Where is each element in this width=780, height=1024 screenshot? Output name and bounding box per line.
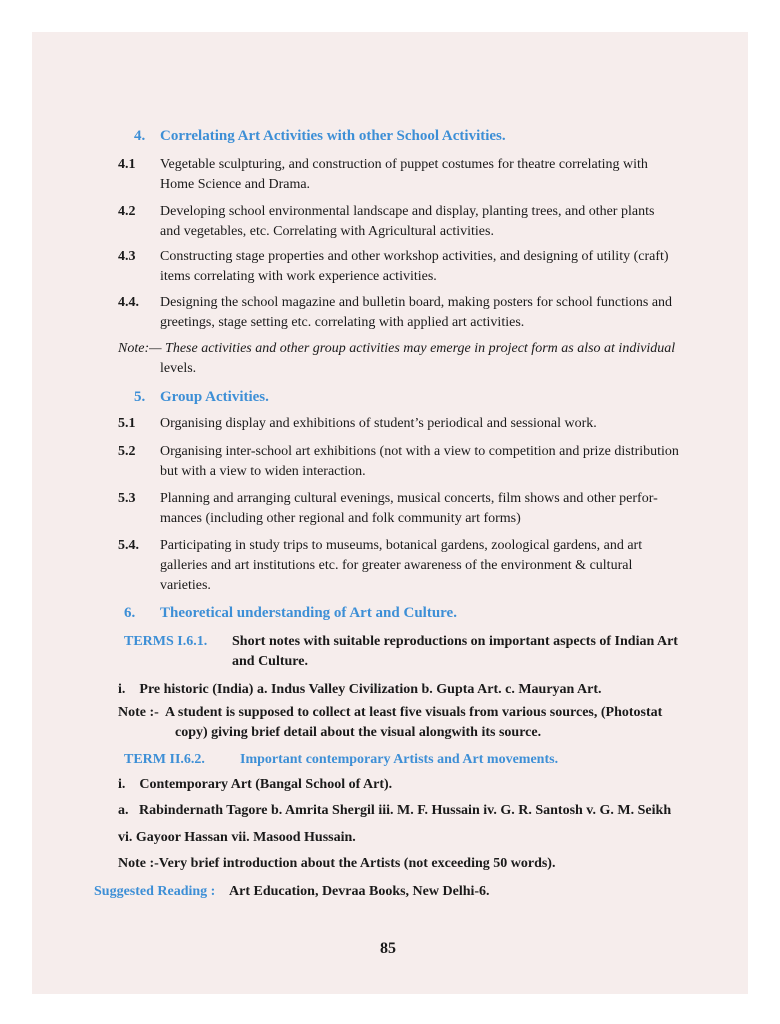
section-4-heading: Correlating Art Activities with other School Activities. — [160, 128, 506, 144]
section-4-note-line2: levels. — [160, 361, 197, 376]
item-5-2-number: 5.2 — [118, 444, 136, 459]
item-5-2-line2: but with a view to widen interaction. — [160, 464, 366, 479]
item-5-4-line2: galleries and art institutions etc. for greater awareness of the environment & cultural — [160, 558, 633, 573]
suggested-reading-label: Suggested Reading : — [94, 884, 216, 899]
item-5-3-line2: mances (including other regional and folk community art forms) — [160, 511, 521, 526]
item-4-2-number: 4.2 — [118, 204, 136, 219]
item-4-3-number: 4.3 — [118, 249, 136, 264]
section-4-note-line1: Note:— These activities and other group activities may emerge in project form as also at individual — [118, 341, 676, 356]
term-1-label: TERMS I.6.1. — [124, 634, 208, 649]
suggested-reading-text: Art Education, Devraa Books, New Delhi-6. — [229, 884, 490, 899]
item-5-1-line1: Organising display and exhibitions of student’s periodical and sessional work. — [160, 416, 597, 431]
note-2: Note :-Very brief introduction about the Artists (not exceeding 50 words). — [118, 856, 556, 871]
item-4-4-line2: greetings, stage setting etc. correlating with applied art activities. — [160, 315, 525, 330]
section-5-number: 5. — [134, 389, 146, 405]
note-1-line2: copy) giving brief detail about the visual alongwith its source. — [175, 725, 542, 740]
item-4-2-line2: and vegetables, etc. Correlating with Agricultural activities. — [160, 224, 494, 239]
section-6-heading: Theoretical understanding of Art and Culture. — [160, 605, 457, 621]
item-4-1-line2: Home Science and Drama. — [160, 177, 311, 192]
term-2-title: Important contemporary Artists and Art movements. — [240, 752, 559, 767]
item-5-4-number: 5.4. — [118, 538, 139, 553]
item-5-2-line1: Organising inter-school art exhibitions (not with a view to competition and prize distribution — [160, 444, 679, 459]
item-5-1-number: 5.1 — [118, 416, 136, 431]
item-i-contemporary: i. Contemporary Art (Bangal School of Art). — [118, 777, 393, 792]
item-5-3-number: 5.3 — [118, 491, 136, 506]
note-1-line1: Note :- A student is supposed to collect at least five visuals from various sources, (Photostat — [118, 705, 663, 720]
item-i-prehistoric: i. Pre historic (India) a. Indus Valley Civilization b. Gupta Art. c. Mauryan Art. — [118, 682, 602, 697]
item-4-4-number: 4.4. — [118, 295, 139, 310]
item-5-4-line1: Participating in study trips to museums, botanical gardens, zoological gardens, and art — [160, 538, 643, 553]
section-6-number: 6. — [124, 605, 136, 621]
item-4-4-line1: Designing the school magazine and bulletin board, making posters for school functions and — [160, 295, 673, 310]
item-4-1-number: 4.1 — [118, 157, 136, 172]
section-4-number: 4. — [134, 128, 146, 144]
item-4-1-line1: Vegetable sculpturing, and construction of puppet costumes for theatre correlating with — [160, 157, 648, 172]
item-5-4-line3: varieties. — [160, 578, 211, 593]
item-5-3-line1: Planning and arranging cultural evenings, musical concerts, film shows and other perfor- — [160, 491, 658, 506]
item-4-2-line1: Developing school environmental landscape and display, planting trees, and other plants — [160, 204, 655, 219]
item-vi-artists: vi. Gayoor Hassan vii. Masood Hussain. — [118, 830, 356, 845]
page-number: 85 — [380, 940, 396, 957]
term-1-line1: Short notes with suitable reproductions on important aspects of Indian Art — [232, 634, 678, 649]
term-1-line2: and Culture. — [232, 654, 308, 669]
section-5-heading: Group Activities. — [160, 389, 269, 405]
item-4-3-line2: items correlating with work experience activities. — [160, 269, 437, 284]
item-a-artists: a. Rabindernath Tagore b. Amrita Shergil iii. M. F. Hussain iv. G. R. Santosh v. G. M. Seikh — [118, 803, 672, 818]
term-2-label: TERM II.6.2. — [124, 752, 205, 767]
item-4-3-line1: Constructing stage properties and other workshop activities, and designing of utility (craft) — [160, 249, 669, 264]
